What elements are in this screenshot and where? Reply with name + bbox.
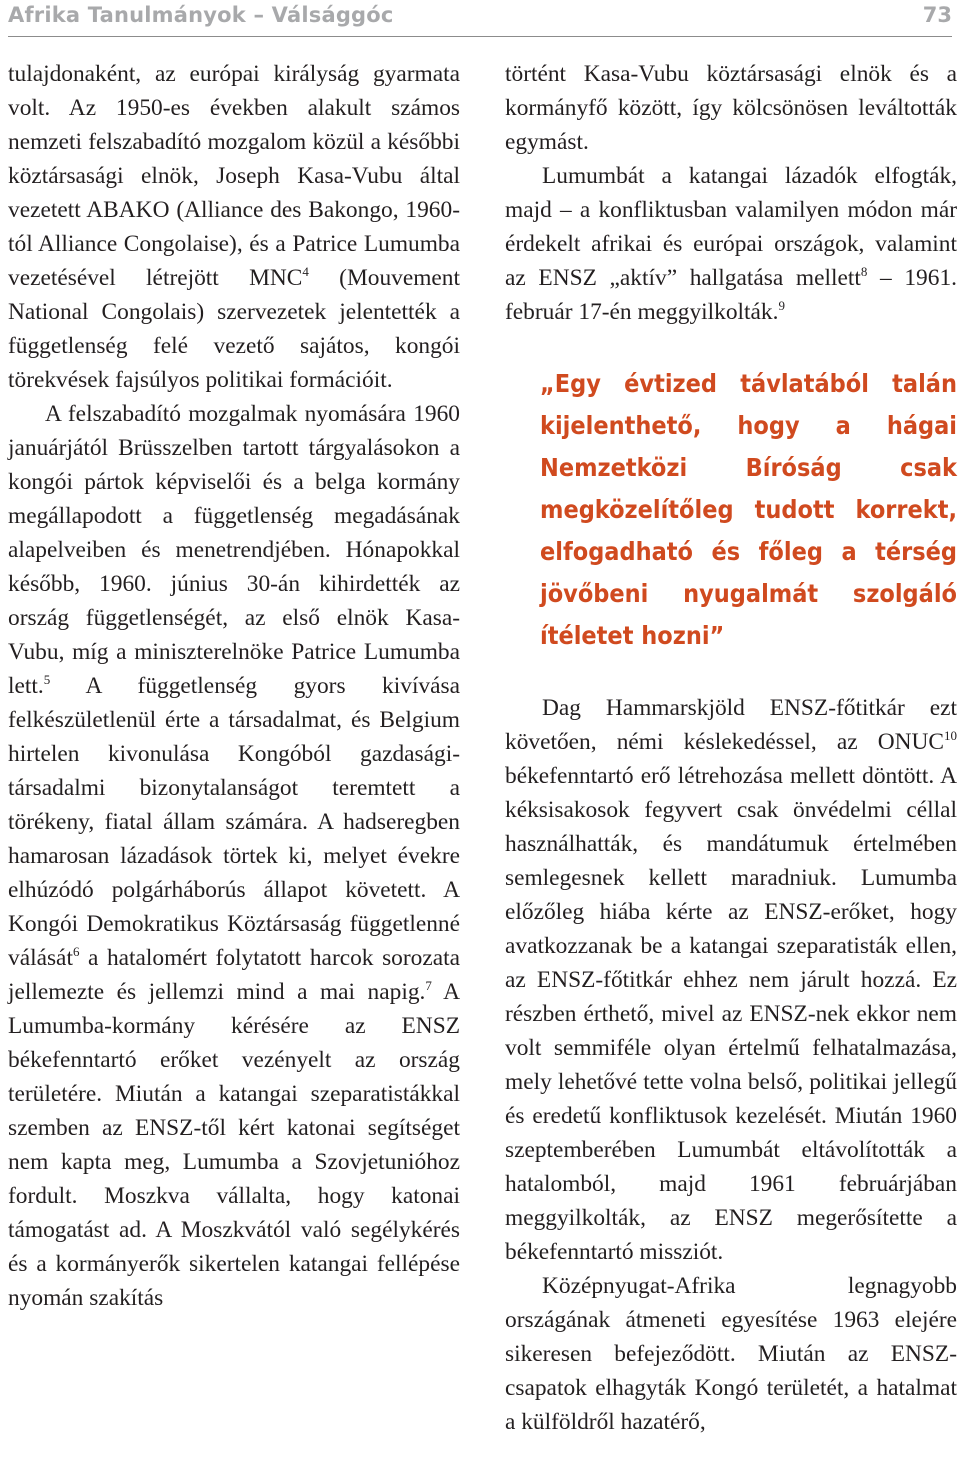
paragraph bbox=[8, 397, 460, 1315]
footnote-ref-6: 6 bbox=[72, 944, 80, 959]
footnote-ref-10: 10 bbox=[944, 728, 957, 743]
text-run: a hatalomért folytatott harcok sorozata jellemezte és jellemzi mind a mai napig. bbox=[8, 945, 460, 1005]
text-run: A Lumumba-kormány kérésére az ENSZ békefenntartó erőket vezényelt az ország területére. Miután a katangai szeparatistákkal szemben az ENSZ-től kért katonai segítséget nem kapta meg, Lumumba a Szovjetunióhoz fordult. Moszkva vállalta, hogy katonai támogatást ad. A Moszkvától való segélykérés és a kormányerők sikertelen katangai fellépése nyomán szakítás bbox=[8, 979, 460, 1311]
page-number: 73 bbox=[922, 3, 952, 27]
paragraph: Középnyugat-Afrika legnagyobb országának átmeneti egyesítése 1963 elejére sikeresen befejeződött. Miután az ENSZ-csapatok elhagyták Kongó területét, a hatalmat a külföldről hazatérő, bbox=[505, 1273, 957, 1435]
paragraph bbox=[505, 691, 957, 1269]
footnote-ref-4: 4 bbox=[302, 264, 309, 279]
pull-quote: „Egy évtized távlatából talán kijelenthető, hogy a hágai Nemzetközi Bíróság csak megközelítőleg tudott korrekt, elfogadható és főleg a térség jövőbeni nyugalmát szolgáló ítéletet hozni” bbox=[540, 369, 957, 650]
text-run: békefenntartó erő létrehozása mellett döntött. A kéksisakosok fegyvert csak önvédelmi céllal használhatták, és mandátumuk értelmében semlegesnek kellett maradniuk. Lumumba előzőleg hiába kérte az ENSZ-erőket, hogy avatkozzanak be a katangai szeparatisták ellen, az ENSZ-főtitkár ehhez nem járult hozzá. Ez részben érthető, mivel az ENSZ-nek ekkor nem volt semmiféle olyan értelmű felhatalmazása, mely lehetővé tette volna belső, politikai jellegű és eredetű konfliktusok kezelését. Miután 1960 szeptemberében Lumumbát eltávolították a hatalomból, majd 1961 februárjában meggyilkolták, az ENSZ megerősítette a békefenntartó missziót. bbox=[505, 763, 957, 1265]
running-header bbox=[8, 0, 952, 37]
journal-section-title: Afrika Tanulmányok – Válsággóc bbox=[8, 3, 394, 27]
footnote-ref-7: 7 bbox=[425, 978, 432, 993]
text-run: Lumumbát a katangai lázadók elfogták, majd – a konfliktusban valamilyen módon már érdekelt afrikai és európai országok, valamint az ENSZ „aktív” hallgatása mellett bbox=[505, 163, 957, 291]
text-run: A függetlenség gyors kivívása felkészületlenül érte a társadalmat, és Belgium hirtelen kivonulása Kongóból gazdasági-társadalmi bizonytalanságot teremtett a törékeny, fiatal állam számára. A hadseregben hamarosan lázadások törtek ki, melyet évekre elhúzódó polgárháborús állapot követett. A Kongói Demokratikus Köztársaság függetlenné válását bbox=[8, 673, 460, 971]
footnote-ref-9: 9 bbox=[778, 298, 785, 313]
text-run: (Mouvement National Congolais) szervezetek jelentették a függetlenség felé vezető sajátos, kongói törekvések fajsúlyos politikai formációit. bbox=[8, 265, 460, 393]
text-run: – 1961. február 17-én meggyilkolták. bbox=[505, 265, 957, 325]
paragraph bbox=[8, 57, 460, 397]
right-column bbox=[505, 57, 957, 1439]
paragraph bbox=[505, 159, 957, 329]
footnote-ref-8: 8 bbox=[860, 264, 868, 279]
text-run: tulajdonaként, az európai királyság gyarmata volt. Az 1950-es években alakult számos nemzeti felszabadító mozgalom közül a későbbi köztársasági elnök, Joseph Kasa-Vubu által vezetett ABAKO (Alliance des Bakongo, 1960-tól Alliance Congolaise), és a Patrice Lumumba vezetésével létrejött MNC bbox=[8, 61, 460, 291]
footnote-ref-5: 5 bbox=[43, 672, 51, 687]
text-run: Dag Hammarskjöld ENSZ-főtitkár ezt követően, némi késlekedéssel, az ONUC bbox=[505, 695, 957, 755]
left-column bbox=[8, 57, 460, 1315]
text-run: A felszabadító mozgalmak nyomására 1960 januárjától Brüsszelben tartott tárgyalásokon a kongói pártok képviselői és a belga kormány megállapodott a függetlenség megadásának alapelveiben és menetrendjében. Hónapokkal később, 1960. június 30-án kihirdették az ország függetlenségét, az első elnök Kasa-Vubu, míg a miniszterelnöke Patrice Lumumba lett. bbox=[8, 401, 460, 699]
paragraph: történt Kasa-Vubu köztársasági elnök és a kormányfő között, így kölcsönösen leváltották egymást. bbox=[505, 61, 957, 155]
